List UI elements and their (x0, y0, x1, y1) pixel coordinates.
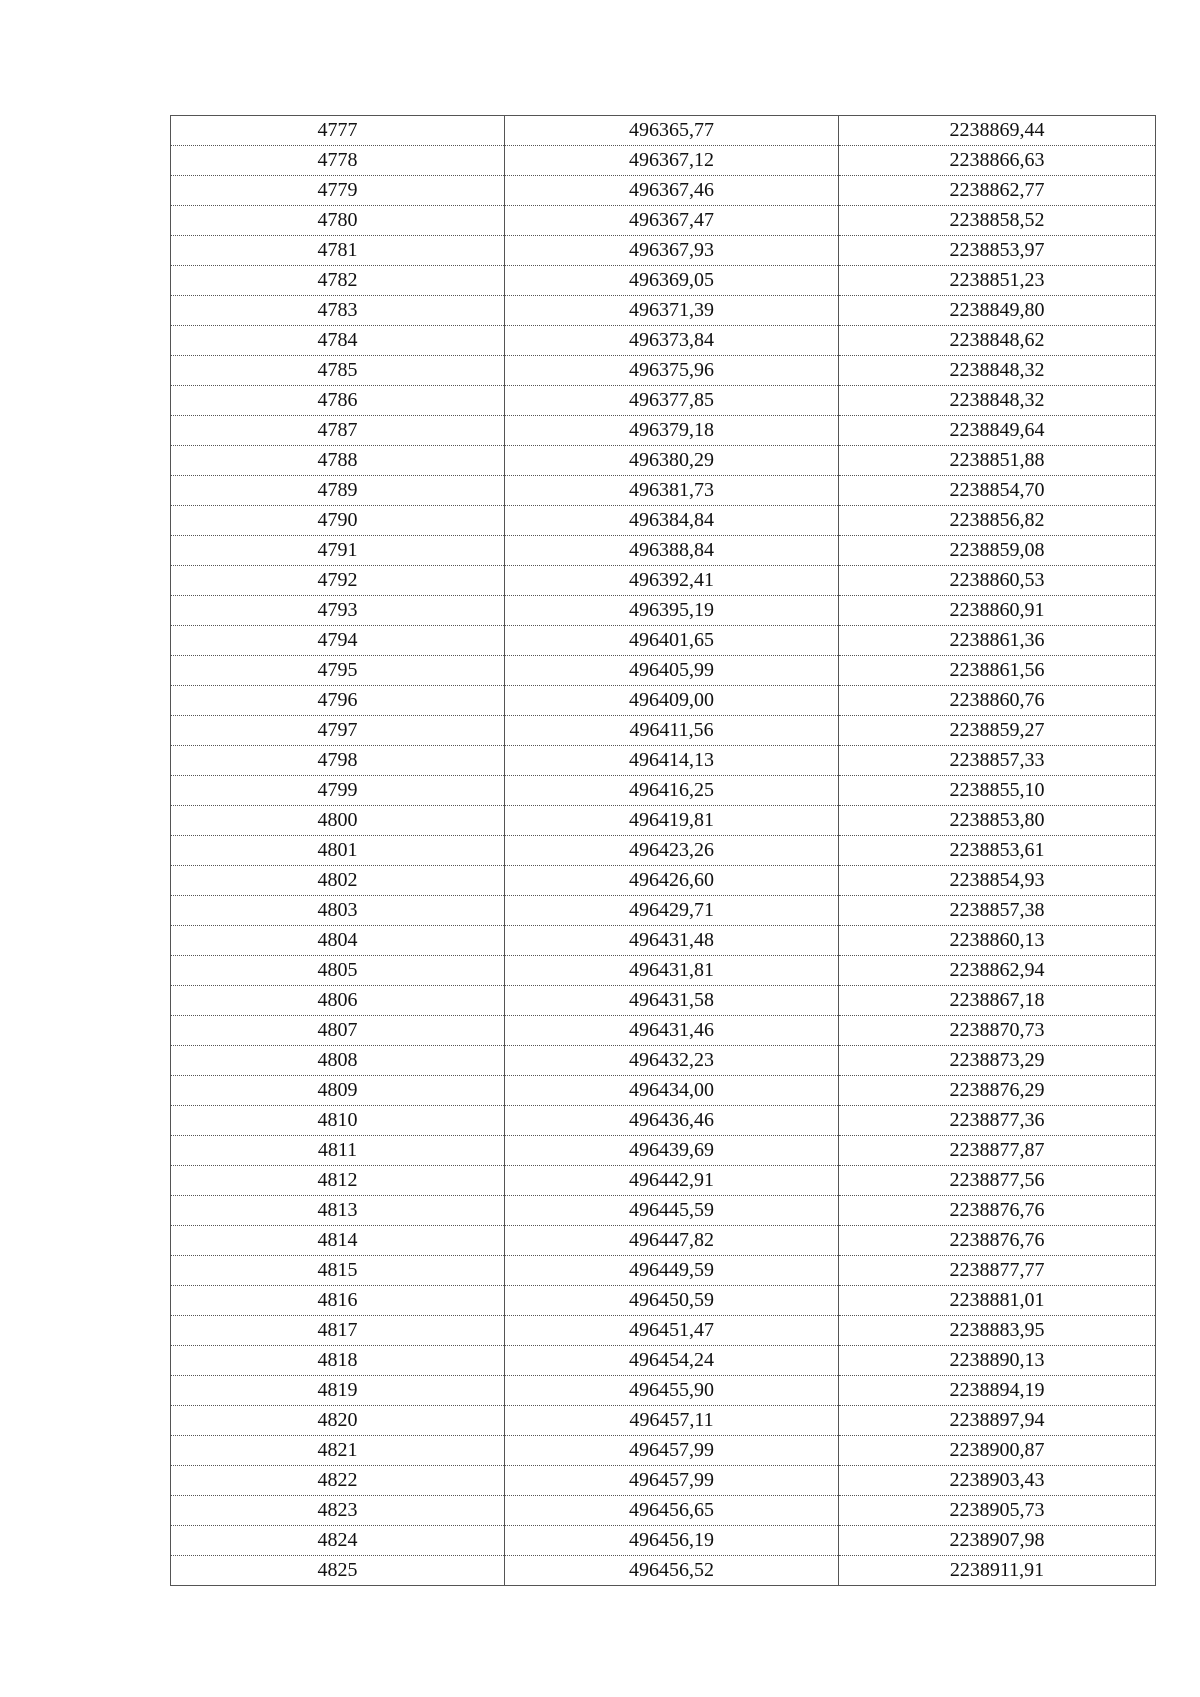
x-coordinate-cell: 496395,19 (505, 596, 839, 626)
y-coordinate-cell: 2238855,10 (839, 776, 1156, 806)
table-row (171, 1286, 1156, 1316)
point-number-cell: 4819 (171, 1376, 505, 1406)
point-number-cell: 4813 (171, 1196, 505, 1226)
x-coordinate-cell: 496456,65 (505, 1496, 839, 1526)
point-number-cell: 4823 (171, 1496, 505, 1526)
point-number-cell: 4787 (171, 416, 505, 446)
x-coordinate-cell: 496373,84 (505, 326, 839, 356)
x-coordinate-cell: 496380,29 (505, 446, 839, 476)
y-coordinate-cell: 2238876,76 (839, 1196, 1156, 1226)
x-coordinate-cell: 496454,24 (505, 1346, 839, 1376)
y-coordinate-cell: 2238853,80 (839, 806, 1156, 836)
point-number-cell: 4801 (171, 836, 505, 866)
x-coordinate-cell: 496411,56 (505, 716, 839, 746)
y-coordinate-cell: 2238854,93 (839, 866, 1156, 896)
point-number-cell: 4809 (171, 1076, 505, 1106)
point-number-cell: 4820 (171, 1406, 505, 1436)
point-number-cell: 4811 (171, 1136, 505, 1166)
point-number-cell: 4814 (171, 1226, 505, 1256)
table-row (171, 836, 1156, 866)
x-coordinate-cell: 496375,96 (505, 356, 839, 386)
y-coordinate-cell: 2238877,77 (839, 1256, 1156, 1286)
point-number-cell: 4803 (171, 896, 505, 926)
x-coordinate-cell: 496457,99 (505, 1466, 839, 1496)
x-coordinate-cell: 496419,81 (505, 806, 839, 836)
point-number-cell: 4793 (171, 596, 505, 626)
point-number-cell: 4807 (171, 1016, 505, 1046)
point-number-cell: 4783 (171, 296, 505, 326)
y-coordinate-cell: 2238851,23 (839, 266, 1156, 296)
y-coordinate-cell: 2238862,77 (839, 176, 1156, 206)
y-coordinate-cell: 2238858,52 (839, 206, 1156, 236)
table-row (171, 1076, 1156, 1106)
x-coordinate-cell: 496365,77 (505, 116, 839, 146)
y-coordinate-cell: 2238894,19 (839, 1376, 1156, 1406)
y-coordinate-cell: 2238890,13 (839, 1346, 1156, 1376)
x-coordinate-cell: 496384,84 (505, 506, 839, 536)
table-row (171, 956, 1156, 986)
table-row (171, 416, 1156, 446)
y-coordinate-cell: 2238866,63 (839, 146, 1156, 176)
x-coordinate-cell: 496456,19 (505, 1526, 839, 1556)
point-number-cell: 4798 (171, 746, 505, 776)
point-number-cell: 4779 (171, 176, 505, 206)
y-coordinate-cell: 2238848,62 (839, 326, 1156, 356)
point-number-cell: 4799 (171, 776, 505, 806)
y-coordinate-cell: 2238897,94 (839, 1406, 1156, 1436)
y-coordinate-cell: 2238867,18 (839, 986, 1156, 1016)
x-coordinate-cell: 496405,99 (505, 656, 839, 686)
x-coordinate-cell: 496436,46 (505, 1106, 839, 1136)
x-coordinate-cell: 496429,71 (505, 896, 839, 926)
y-coordinate-cell: 2238859,27 (839, 716, 1156, 746)
table-row (171, 746, 1156, 776)
table-row (171, 1136, 1156, 1166)
y-coordinate-cell: 2238876,76 (839, 1226, 1156, 1256)
x-coordinate-cell: 496450,59 (505, 1286, 839, 1316)
table-row (171, 716, 1156, 746)
point-number-cell: 4821 (171, 1436, 505, 1466)
table-row (171, 1316, 1156, 1346)
point-number-cell: 4818 (171, 1346, 505, 1376)
coordinates-table (170, 115, 1156, 1586)
point-number-cell: 4822 (171, 1466, 505, 1496)
y-coordinate-cell: 2238870,73 (839, 1016, 1156, 1046)
point-number-cell: 4797 (171, 716, 505, 746)
table-row (171, 926, 1156, 956)
point-number-cell: 4810 (171, 1106, 505, 1136)
x-coordinate-cell: 496457,99 (505, 1436, 839, 1466)
y-coordinate-cell: 2238869,44 (839, 116, 1156, 146)
table-row (171, 206, 1156, 236)
table-row (171, 1256, 1156, 1286)
x-coordinate-cell: 496416,25 (505, 776, 839, 806)
point-number-cell: 4788 (171, 446, 505, 476)
x-coordinate-cell: 496445,59 (505, 1196, 839, 1226)
table-row (171, 146, 1156, 176)
y-coordinate-cell: 2238857,38 (839, 896, 1156, 926)
point-number-cell: 4802 (171, 866, 505, 896)
table-row (171, 176, 1156, 206)
point-number-cell: 4805 (171, 956, 505, 986)
x-coordinate-cell: 496457,11 (505, 1406, 839, 1436)
point-number-cell: 4784 (171, 326, 505, 356)
x-coordinate-cell: 496414,13 (505, 746, 839, 776)
point-number-cell: 4782 (171, 266, 505, 296)
y-coordinate-cell: 2238860,53 (839, 566, 1156, 596)
table-row (171, 1466, 1156, 1496)
y-coordinate-cell: 2238848,32 (839, 386, 1156, 416)
table-row (171, 1226, 1156, 1256)
x-coordinate-cell: 496431,81 (505, 956, 839, 986)
table-row (171, 476, 1156, 506)
y-coordinate-cell: 2238911,91 (839, 1556, 1156, 1586)
y-coordinate-cell: 2238861,36 (839, 626, 1156, 656)
x-coordinate-cell: 496409,00 (505, 686, 839, 716)
x-coordinate-cell: 496426,60 (505, 866, 839, 896)
point-number-cell: 4790 (171, 506, 505, 536)
y-coordinate-cell: 2238849,64 (839, 416, 1156, 446)
table-row (171, 566, 1156, 596)
table-row (171, 1106, 1156, 1136)
table-row (171, 1166, 1156, 1196)
table-row (171, 1556, 1156, 1586)
y-coordinate-cell: 2238853,61 (839, 836, 1156, 866)
point-number-cell: 4808 (171, 1046, 505, 1076)
point-number-cell: 4816 (171, 1286, 505, 1316)
point-number-cell: 4824 (171, 1526, 505, 1556)
point-number-cell: 4791 (171, 536, 505, 566)
table-row (171, 1376, 1156, 1406)
table-row (171, 866, 1156, 896)
x-coordinate-cell: 496367,93 (505, 236, 839, 266)
table-row (171, 656, 1156, 686)
point-number-cell: 4777 (171, 116, 505, 146)
x-coordinate-cell: 496447,82 (505, 1226, 839, 1256)
x-coordinate-cell: 496367,12 (505, 146, 839, 176)
x-coordinate-cell: 496449,59 (505, 1256, 839, 1286)
y-coordinate-cell: 2238877,87 (839, 1136, 1156, 1166)
x-coordinate-cell: 496456,52 (505, 1556, 839, 1586)
y-coordinate-cell: 2238876,29 (839, 1076, 1156, 1106)
table-row (171, 596, 1156, 626)
y-coordinate-cell: 2238862,94 (839, 956, 1156, 986)
point-number-cell: 4781 (171, 236, 505, 266)
x-coordinate-cell: 496369,05 (505, 266, 839, 296)
table-row (171, 1196, 1156, 1226)
point-number-cell: 4792 (171, 566, 505, 596)
x-coordinate-cell: 496379,18 (505, 416, 839, 446)
y-coordinate-cell: 2238856,82 (839, 506, 1156, 536)
point-number-cell: 4796 (171, 686, 505, 716)
x-coordinate-cell: 496451,47 (505, 1316, 839, 1346)
point-number-cell: 4785 (171, 356, 505, 386)
y-coordinate-cell: 2238857,33 (839, 746, 1156, 776)
x-coordinate-cell: 496432,23 (505, 1046, 839, 1076)
table-row (171, 326, 1156, 356)
table-row (171, 446, 1156, 476)
y-coordinate-cell: 2238873,29 (839, 1046, 1156, 1076)
table-row (171, 806, 1156, 836)
x-coordinate-cell: 496431,46 (505, 1016, 839, 1046)
y-coordinate-cell: 2238853,97 (839, 236, 1156, 266)
table-row (171, 296, 1156, 326)
x-coordinate-cell: 496392,41 (505, 566, 839, 596)
x-coordinate-cell: 496377,85 (505, 386, 839, 416)
y-coordinate-cell: 2238860,76 (839, 686, 1156, 716)
y-coordinate-cell: 2238860,91 (839, 596, 1156, 626)
y-coordinate-cell: 2238877,56 (839, 1166, 1156, 1196)
point-number-cell: 4794 (171, 626, 505, 656)
point-number-cell: 4806 (171, 986, 505, 1016)
y-coordinate-cell: 2238881,01 (839, 1286, 1156, 1316)
point-number-cell: 4804 (171, 926, 505, 956)
x-coordinate-cell: 496431,48 (505, 926, 839, 956)
y-coordinate-cell: 2238861,56 (839, 656, 1156, 686)
table-row (171, 1046, 1156, 1076)
point-number-cell: 4825 (171, 1556, 505, 1586)
point-number-cell: 4789 (171, 476, 505, 506)
table-row (171, 986, 1156, 1016)
y-coordinate-cell: 2238900,87 (839, 1436, 1156, 1466)
point-number-cell: 4815 (171, 1256, 505, 1286)
x-coordinate-cell: 496367,46 (505, 176, 839, 206)
table-row (171, 116, 1156, 146)
point-number-cell: 4780 (171, 206, 505, 236)
point-number-cell: 4817 (171, 1316, 505, 1346)
y-coordinate-cell: 2238907,98 (839, 1526, 1156, 1556)
y-coordinate-cell: 2238849,80 (839, 296, 1156, 326)
table-row (171, 236, 1156, 266)
y-coordinate-cell: 2238883,95 (839, 1316, 1156, 1346)
point-number-cell: 4786 (171, 386, 505, 416)
table-row (171, 1016, 1156, 1046)
x-coordinate-cell: 496367,47 (505, 206, 839, 236)
x-coordinate-cell: 496388,84 (505, 536, 839, 566)
y-coordinate-cell: 2238877,36 (839, 1106, 1156, 1136)
x-coordinate-cell: 496434,00 (505, 1076, 839, 1106)
y-coordinate-cell: 2238859,08 (839, 536, 1156, 566)
point-number-cell: 4800 (171, 806, 505, 836)
y-coordinate-cell: 2238848,32 (839, 356, 1156, 386)
table-row (171, 776, 1156, 806)
table-row (171, 266, 1156, 296)
x-coordinate-cell: 496381,73 (505, 476, 839, 506)
table-row (171, 1526, 1156, 1556)
table-row (171, 1346, 1156, 1376)
x-coordinate-cell: 496371,39 (505, 296, 839, 326)
table-row (171, 386, 1156, 416)
coordinates-table-body (171, 116, 1156, 1586)
table-row (171, 536, 1156, 566)
x-coordinate-cell: 496439,69 (505, 1136, 839, 1166)
x-coordinate-cell: 496401,65 (505, 626, 839, 656)
table-row (171, 1496, 1156, 1526)
table-row (171, 1436, 1156, 1466)
table-row (171, 506, 1156, 536)
point-number-cell: 4812 (171, 1166, 505, 1196)
y-coordinate-cell: 2238860,13 (839, 926, 1156, 956)
point-number-cell: 4778 (171, 146, 505, 176)
table-row (171, 686, 1156, 716)
table-row (171, 356, 1156, 386)
table-row (171, 896, 1156, 926)
x-coordinate-cell: 496423,26 (505, 836, 839, 866)
y-coordinate-cell: 2238851,88 (839, 446, 1156, 476)
table-row (171, 626, 1156, 656)
y-coordinate-cell: 2238903,43 (839, 1466, 1156, 1496)
y-coordinate-cell: 2238854,70 (839, 476, 1156, 506)
y-coordinate-cell: 2238905,73 (839, 1496, 1156, 1526)
point-number-cell: 4795 (171, 656, 505, 686)
x-coordinate-cell: 496442,91 (505, 1166, 839, 1196)
table-row (171, 1406, 1156, 1436)
x-coordinate-cell: 496431,58 (505, 986, 839, 1016)
x-coordinate-cell: 496455,90 (505, 1376, 839, 1406)
